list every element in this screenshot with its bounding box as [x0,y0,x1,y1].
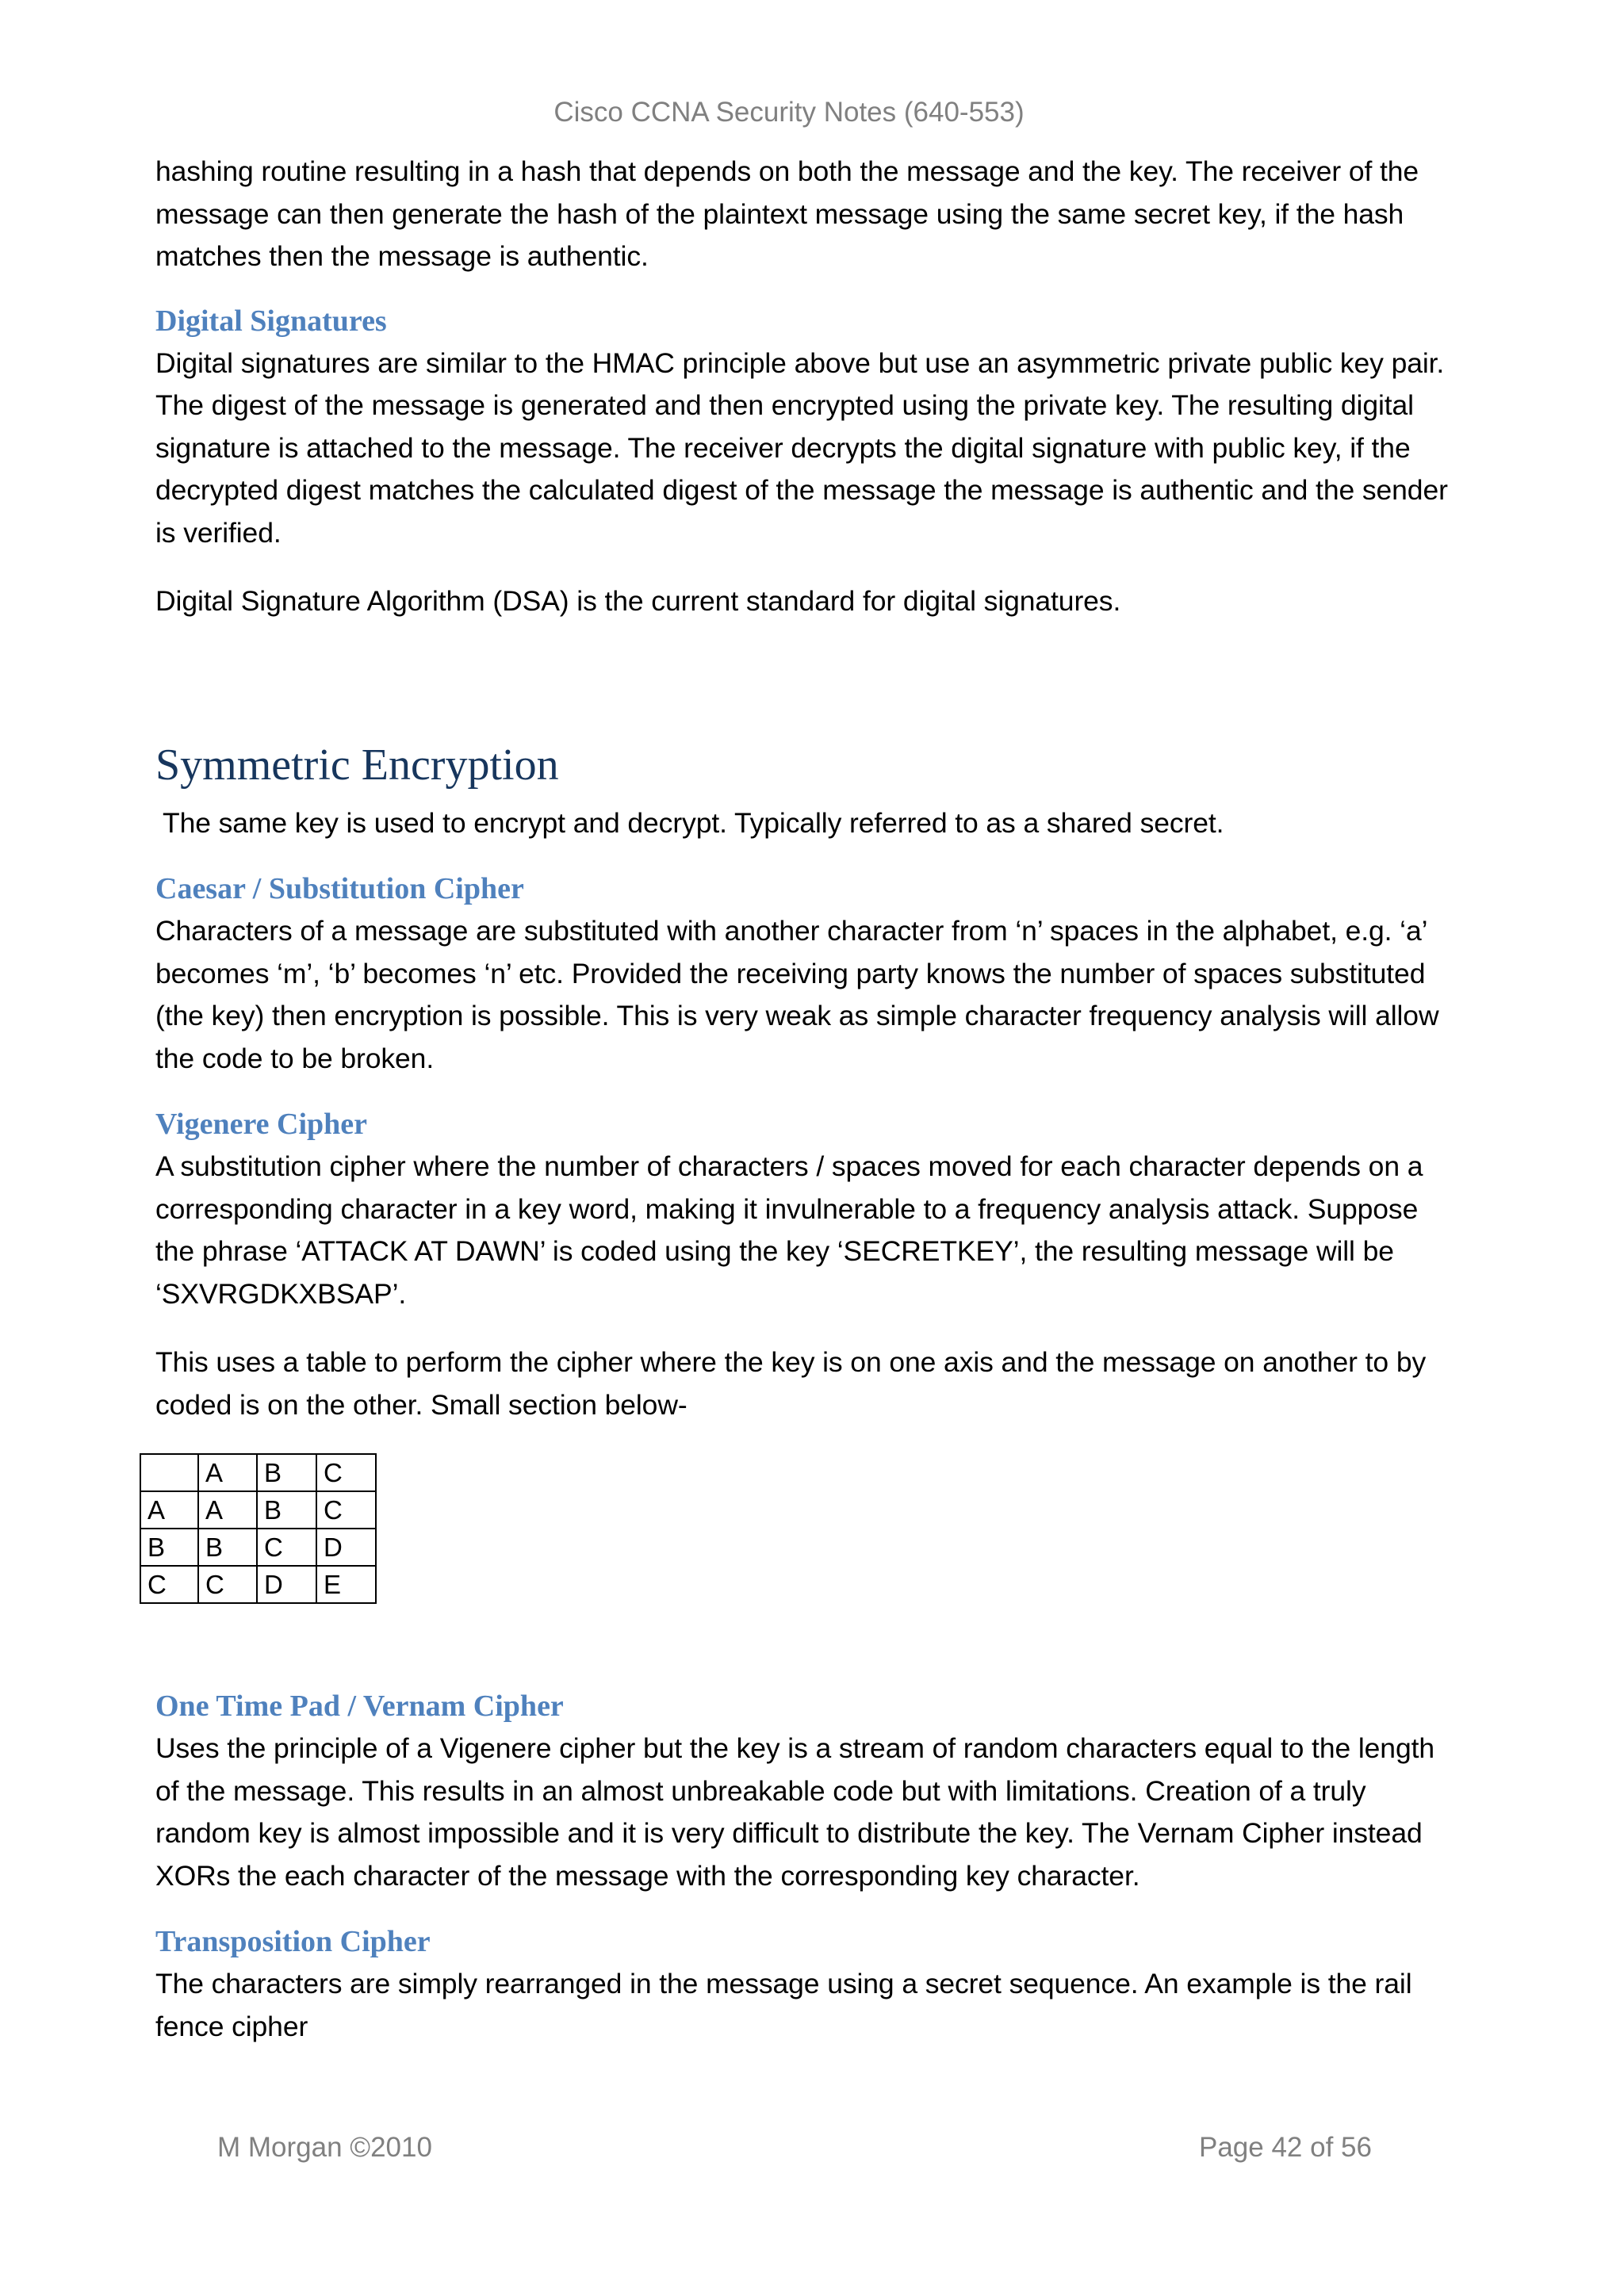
continued-paragraph: hashing routine resulting in a hash that depends on both the message and the key. The receiver of the message can then generate the hash of the plaintext message using the same secret key, if the hash matches then the message is authentic. [155,155,1419,272]
symmetric-intro: The same key is used to encrypt and decrypt. Typically referred to as a shared secret. [163,806,1224,839]
table-cell: A [140,1491,198,1529]
footer-page-number: Page 42 of 56 [1199,2132,1372,2163]
symmetric-encryption-heading: Symmetric Encryption [155,740,559,790]
table-row [140,1454,376,1491]
vigenere-table [140,1453,377,1604]
table-cell: C [316,1491,376,1529]
table-cell: B [257,1454,316,1491]
table-row [140,1491,376,1529]
table-cell: C [198,1566,257,1603]
table-cell: C [140,1566,198,1603]
table-cell: B [198,1529,257,1566]
vigenere-table-intro: This uses a table to perform the cipher where the key is on one axis and the message on another to by coded is on the other. Small section below- [155,1346,1427,1421]
table-cell [140,1454,198,1491]
table-row [140,1529,376,1566]
table-cell: C [257,1529,316,1566]
one-time-pad-paragraph: Uses the principle of a Vigenere cipher but the key is a stream of random characters equal to the length of the message. This results in an almost unbreakable code but with limitations. Creation of a truly random key is almost impossible and it is very difficult to distribute the key. The Vernam Cipher instead XORs the each character of the message with the corresponding key character. [155,1732,1434,1892]
table-row [140,1566,376,1603]
transposition-paragraph: The characters are simply rearranged in the message using a secret sequence. An example is the rail fence cipher [155,1968,1412,2042]
page-content [147,151,1448,2048]
table-cell: A [198,1454,257,1491]
caesar-heading: Caesar / Substitution Cipher [155,872,524,905]
table-cell: B [140,1529,198,1566]
dsa-paragraph: Digital Signature Algorithm (DSA) is the current standard for digital signatures. [155,585,1121,617]
running-header: Cisco CCNA Security Notes (640-553) [553,97,1025,128]
footer-author: M Morgan ©2010 [217,2132,432,2163]
digital-signatures-heading: Digital Signatures [155,304,387,338]
caesar-paragraph: Characters of a message are substituted with another character from ‘n’ spaces in the alphabet, e.g. ‘a’ becomes ‘m’, ‘b’ becomes ‘n’ etc. Provided the receiving party knows the number of spaces substituted (the key) then encryption is possible. This is very weak as simple character frequency analysis will allow the code to be broken. [155,915,1439,1074]
table-cell: D [257,1566,316,1603]
one-time-pad-heading: One Time Pad / Vernam Cipher [155,1689,564,1723]
vigenere-heading: Vigenere Cipher [155,1108,368,1141]
table-cell: A [198,1491,257,1529]
transposition-heading: Transposition Cipher [155,1925,431,1958]
table-cell: E [316,1566,376,1603]
table-cell: C [316,1454,376,1491]
digital-signatures-paragraph: Digital signatures are similar to the HMAC principle above but use an asymmetric private public key pair. The digest of the message is generated and then encrypted using the private key. The resulting digital signature is attached to the message. The receiver decrypts the digital signature with public key, if the decrypted digest matches the calculated digest of the message the message is authentic and the sender is verified. [155,346,1448,549]
table-cell: D [316,1529,376,1566]
vigenere-paragraph: A substitution cipher where the number of characters / spaces moved for each character depends on a corresponding character in a key word, making it invulnerable to a frequency analysis attack. Suppose the phrase ‘ATTACK AT DAWN’ is coded using the key ‘SECRETKEY’, the resulting message will be ‘SXVRGDKXBSAP’. [155,1150,1423,1310]
table-cell: B [257,1491,316,1529]
